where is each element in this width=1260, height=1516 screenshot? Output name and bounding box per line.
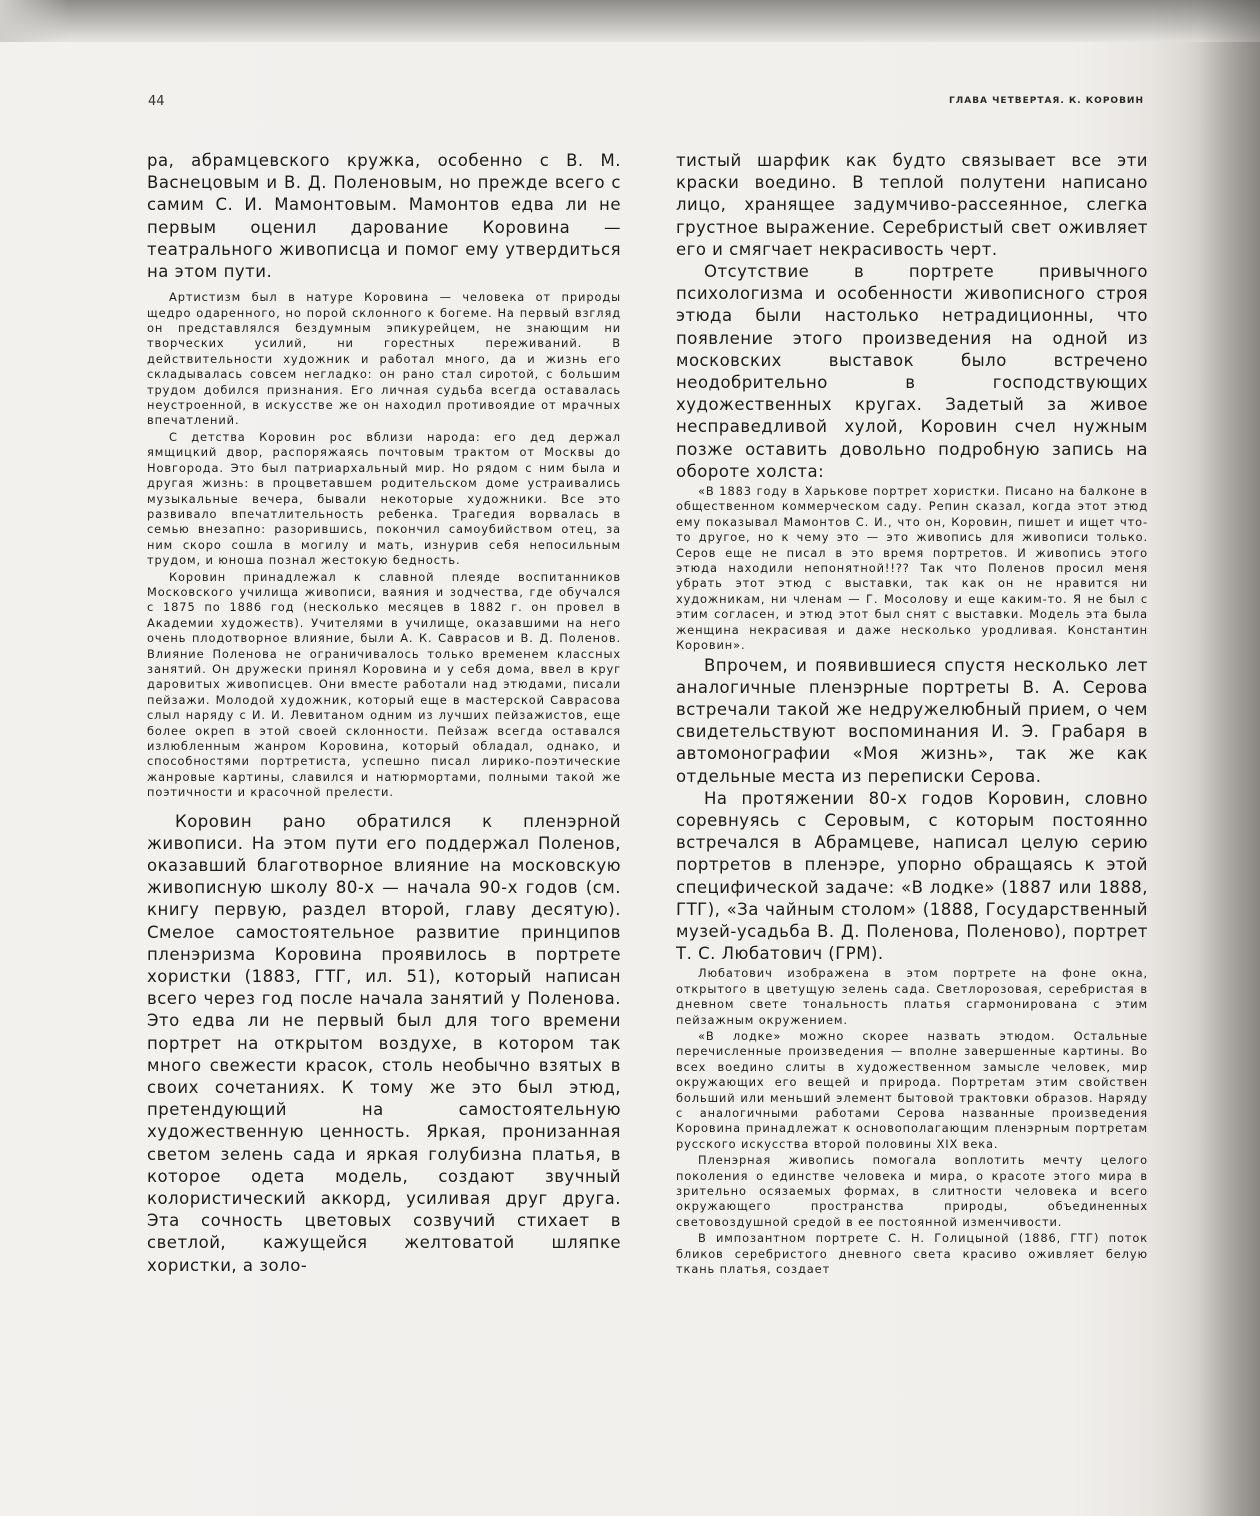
small-print-paragraph: Любатович изображена в этом портрете на фоне окна, открытого в цветущую зелень сада. Светлорозовая, серебристая в дневном свете тональность платья сгармонирована с этим пейзажным окружением.	[676, 966, 1148, 1027]
top-binding-shadow	[0, 0, 1260, 42]
right-binding-shadow	[1150, 0, 1260, 1516]
small-print-paragraph: В импозантном портрете С. Н. Голицыной (1886, ГТГ) поток бликов серебристого дневного света красиво оживляет белую ткань платья, создает	[676, 1231, 1148, 1277]
left-column	[147, 150, 621, 1277]
body-paragraph: тистый шарфик как будто связывает все эти краски воедино. В теплой полутени написано лицо, хранящее задумчиво-рассеянное, слегка грустное выражение. Серебристый свет оживляет его и смягчает некрасивость черт.	[676, 151, 1148, 259]
body-paragraph: Отсутствие в портрете привычного психологизма и особенности живописного строя этюда были настолько нетрадиционны, что появление этого произведения на одной из московских выставок было встречено неодобрительно в господствующих художественных кругах. Задетый за живое несправедливой хулой, Коровин счел нужным позже оставить довольно подробную запись на обороте холста:	[676, 262, 1148, 481]
right-column	[676, 150, 1148, 1278]
small-print-paragraph: Коровин принадлежал к славной плеяде воспитанников Московского училища живописи, ваяния и зодчества, где обучался с 1875 по 1886 год (несколько месяцев в 1882 г. он провел в Академии художеств). Учителями в училище, оказавшими на него очень плодотворное влияние, были А. К. Саврасов и В. Д. Поленов. Влияние Поленова не ограничивалось только временем классных занятий. Он дружески принял Коровина и у себя дома, ввел в круг даровитых живописцев. Они вместе работали над этюдами, писали пейзажи. Молодой художник, который еще в мастерской Саврасова слыл наряду с И. И. Левитаном одним из лучших пейзажистов, еще более окреп в этой своей склонности. Пейзаж всегда оставался излюбленным жанром Коровина, который обладал, однако, и способностями портретиста, успешно писал лирико-поэтические жанровые картины, славился и натюрмортами, полными такой же поэтичности и красочной прелести.	[147, 569, 621, 800]
small-print-paragraph: С детства Коровин рос вблизи народа: его дед держал ямщицкий двор, распоряжаясь почтовым трактом от Москвы до Новгорода. Это был патриархальный мир. Но рядом с ним была и другая жизнь: в процветавшем родительском доме устраивались музыкальные вечера, бывали некоторые художники. Все это развивало впечатлительность ребенка. Трагедия ворвалась в семью внезапно: разорившись, покончил самоубийством отец, за ним скоро сошла в могилу и мать, изнурив себя непосильным трудом, и юноша познал жестокую бедность.	[147, 429, 621, 568]
body-paragraph: Впрочем, и появившиеся спустя несколько лет аналогичные пленэрные портреты В. А. Серова встречали такой же недружелюбный прием, о чем свидетельствуют воспоминания И. Э. Грабаря в автомонографии «Моя жизнь», так же как отдельные места из переписки Серова.	[676, 655, 1148, 786]
running-head: ГЛАВА ЧЕТВЕРТАЯ. К. КОРОВИН	[949, 96, 1144, 106]
quote-paragraph: «В 1883 году в Харькове портрет хористки. Писано на балконе в общественном коммерческом саду. Репин сказал, когда этот этюд ему показывал Мамонтов С. И., что он, Коровин, пишет и ищет что-то другое, но к чему это — это живопись для живописи только. Серов еще не писал в это время портретов. И живопись этого этюда находили непонятной!!?? Так что Поленов просил меня убрать этот этюд с выставки, так как он не нравится ни художникам, ни членам — Г. Мосолову и еще каким-то. Я не был с этим согласен, и этюд этот был снят с выставки. Модель эта была женщина некрасивая и даже несколько уродливая. Константин Коровин».	[676, 484, 1148, 653]
small-print-paragraph: Пленэрная живопись помогала воплотить мечту целого поколения о единстве человека и мира, о красоте этого мира в зрительно осязаемых формах, в слитности человека и всего окружающего пространства природы, объединенных световоздушной средой в ее постоянной изменчивости.	[676, 1153, 1148, 1229]
body-paragraph: На протяжении 80-х годов Коровин, словно соревнуясь с Серовым, с которым постоянно встречался в Абрамцеве, написал целую серию портретов в пленэре, упорно обращаясь к этой специфической задаче: «В лодке» (1887 или 1888, ГТГ), «За чайным столом» (1888, Государственный музей-усадьба В. Д. Поленова, Поленово), портрет Т. С. Любатович (ГРМ).	[676, 788, 1148, 964]
small-print-paragraph: Артистизм был в натуре Коровина — человека от природы щедро одаренного, но порой склонного к богеме. На первый взгляд он представлялся бездумным эпикурейцем, не знающим ни творческих усилий, ни горестных переживаний. В действительности художник и работал много, да и жизнь его складывалась совсем негладко: он рано стал сиротой, с большим трудом добился признания. Его личная судьба всегда оставалась неустроенной, в искусстве же он находил противоядие от мрачных впечатлений.	[147, 290, 621, 428]
page-number: 44	[148, 94, 165, 109]
body-paragraph: Коровин рано обратился к пленэрной живописи. На этом пути его поддержал Поленов, оказавший благотворное влияние на московскую живописную школу 80-х — начала 90-х годов (см. книгу первую, раздел второй, главу десятую). Смелое самостоятельное развитие принципов пленэризма Коровина проявилось в портрете хористки (1883, ГТГ, ил. 51), который написан всего через год после начала занятий у Поленова. Это едва ли не первый был для того времени портрет на открытом воздухе, в котором так много свежести красок, столь необычно взятых в своих сочетаниях. К тому же это был этюд, претендующий на самостоятельную художественную ценность. Яркая, пронизанная светом зелень сада и яркая голубизна платья, в которое одета модель, создают звучный колористический аккорд, усиливая друг друга. Эта сочность цветовых созвучий стихает в светлой, кажущейся желтоватой шляпке хористки, а золо-	[147, 811, 621, 1275]
body-paragraph: ра, абрамцевского кружка, особенно с В. М. Васнецовым и В. Д. Поленовым, но прежде всего с самим С. И. Мамонтовым. Мамонтов едва ли не первым оценил дарование Коровина — театрального живописца и помог ему утвердиться на этом пути.	[147, 151, 621, 282]
small-print-paragraph: «В лодке» можно скорее назвать этюдом. Остальные перечисленные произведения — вполне завершенные картины. Во всех воедино слиты в художественном замысле человек, мир окружающих его вещей и природа. Портретам этим свойствен больший или меньший элемент бытовой трактовки образов. Наряду с аналогичными работами Серова названные произведения Коровина принадлежат к основополагающим пленэрным портретам русского искусства второй половины XIX века.	[676, 1028, 1148, 1151]
